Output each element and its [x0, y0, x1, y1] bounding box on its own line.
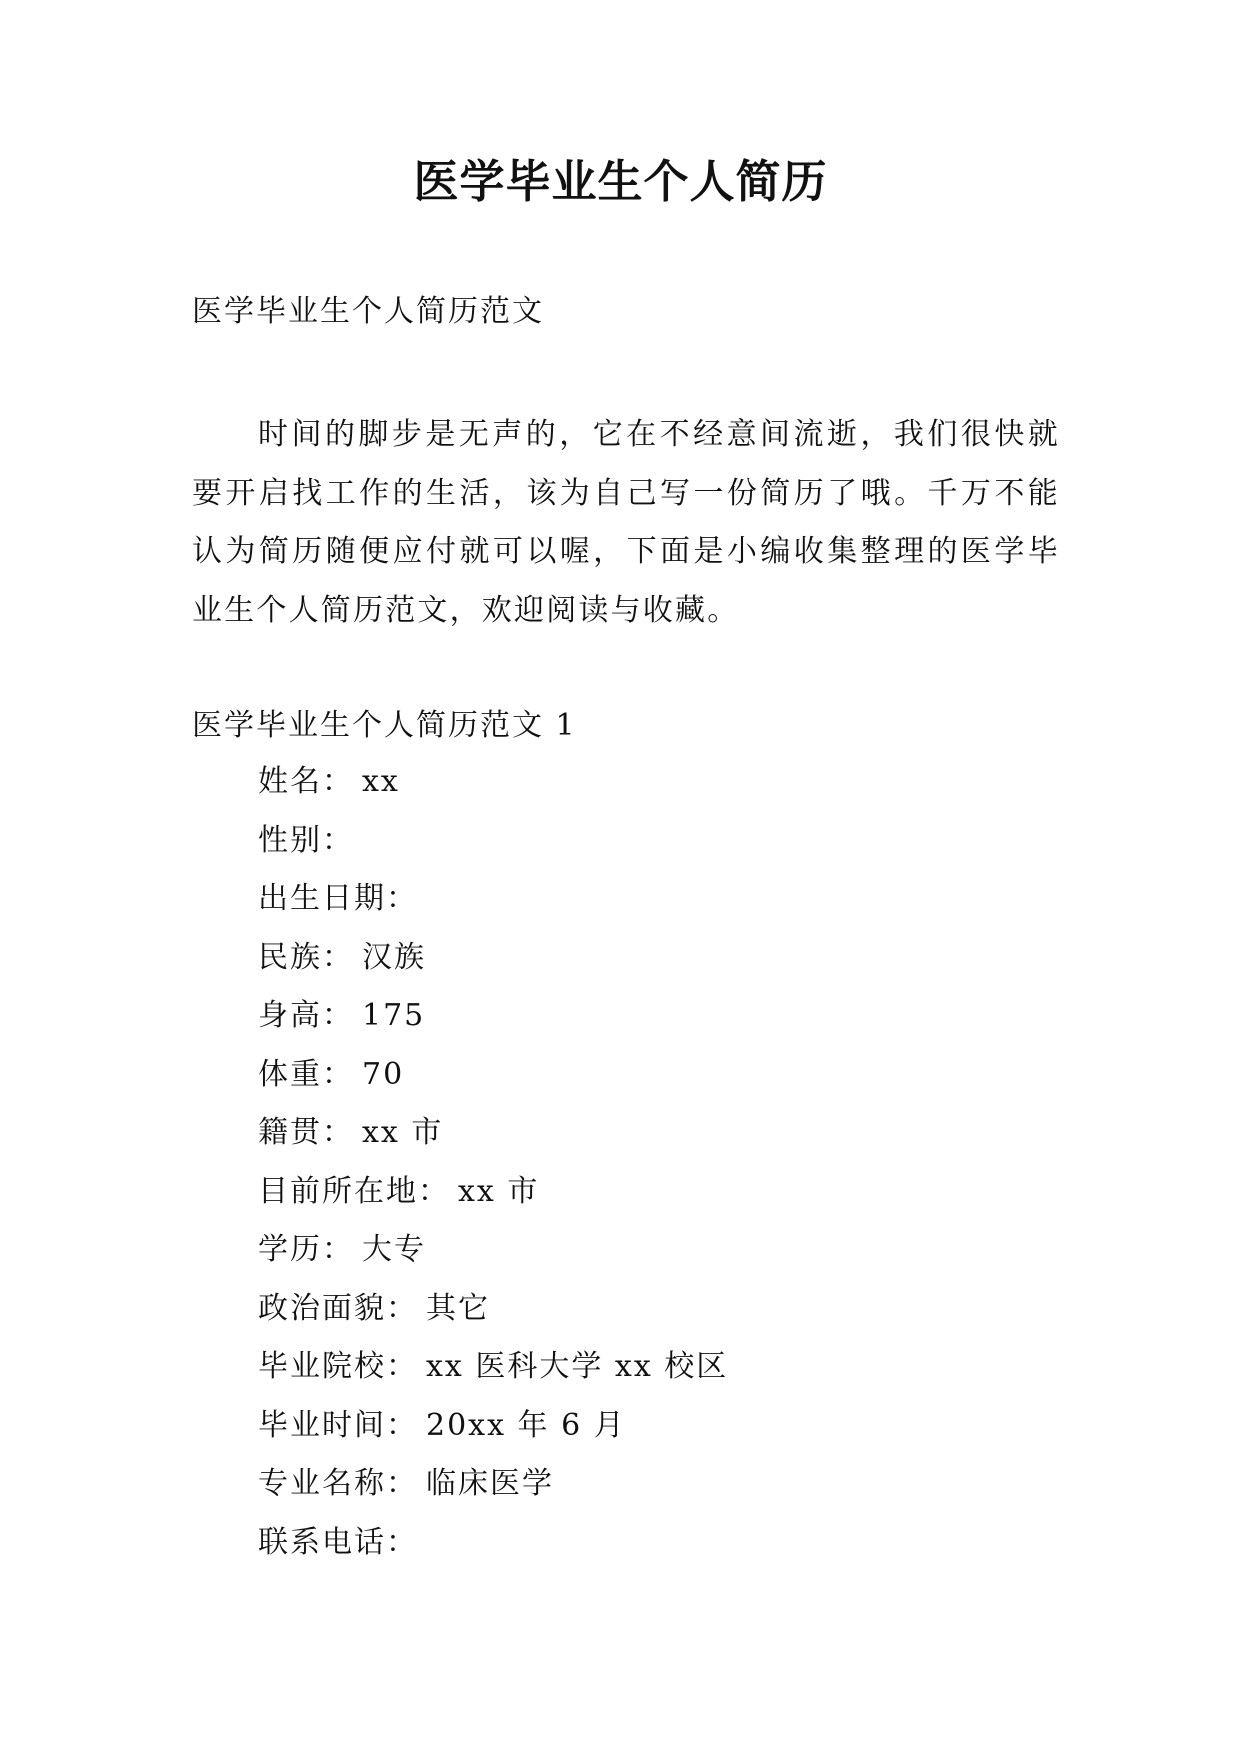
info-label: 毕业时间：: [258, 1407, 418, 1443]
info-row-name: [258, 762, 728, 821]
document-subtitle: 医学毕业生个人简历范文: [192, 294, 544, 329]
info-label: 民族：: [258, 939, 354, 975]
info-row-location: [258, 1172, 728, 1231]
info-label: 联系电话：: [258, 1524, 418, 1560]
info-value: 临床医学: [426, 1466, 554, 1501]
info-label: 目前所在地：: [258, 1173, 450, 1209]
info-row-education: [258, 1230, 728, 1289]
document-title: 医学毕业生个人简历: [413, 155, 828, 208]
info-value: xx: [362, 764, 400, 799]
info-row-political-status: [258, 1289, 728, 1348]
info-row-weight: [258, 1055, 728, 1114]
info-label: 体重：: [258, 1056, 354, 1092]
info-value: 20xx 年 6 月: [426, 1407, 626, 1443]
info-value: 175: [362, 998, 426, 1033]
info-row-phone: [258, 1523, 728, 1582]
info-label: 性别：: [258, 822, 354, 858]
info-row-height: [258, 996, 728, 1055]
info-label: 出生日期：: [258, 881, 418, 916]
info-value: xx 市: [458, 1173, 540, 1209]
info-label: 籍贯：: [258, 1115, 354, 1150]
intro-paragraph: 时间的脚步是无声的，它在不经意间流逝，我们很快就要开启找工作的生活，该为自己写一份简历了哦。千万不能认为简历随便应付就可以喔，下面是小编收集整理的医学毕业生个人简历范文，欢迎阅读与收藏。: [192, 417, 1060, 628]
info-row-graduation-date: [258, 1406, 728, 1465]
info-label: 姓名：: [258, 764, 354, 799]
info-row-school: [258, 1347, 728, 1406]
info-row-hometown: [258, 1113, 728, 1172]
info-label: 政治面貌：: [258, 1290, 418, 1326]
info-label: 学历：: [258, 1232, 354, 1267]
info-value: 其它: [426, 1290, 490, 1326]
info-value: xx 市: [362, 1115, 444, 1150]
personal-info-list: [258, 762, 728, 1581]
info-row-ethnicity: [258, 938, 728, 997]
info-value: xx 医科大学 xx 校区: [426, 1349, 729, 1384]
info-row-major: [258, 1464, 728, 1523]
info-label: 毕业院校：: [258, 1349, 418, 1384]
info-value: 大专: [362, 1232, 426, 1267]
section-title: 医学毕业生个人简历范文 1: [192, 708, 577, 743]
info-label: 专业名称：: [258, 1466, 418, 1501]
info-row-gender: [258, 821, 728, 880]
info-label: 身高：: [258, 998, 354, 1033]
info-value: 70: [362, 1056, 405, 1092]
info-row-birthdate: [258, 879, 728, 938]
info-value: 汉族: [362, 939, 426, 975]
